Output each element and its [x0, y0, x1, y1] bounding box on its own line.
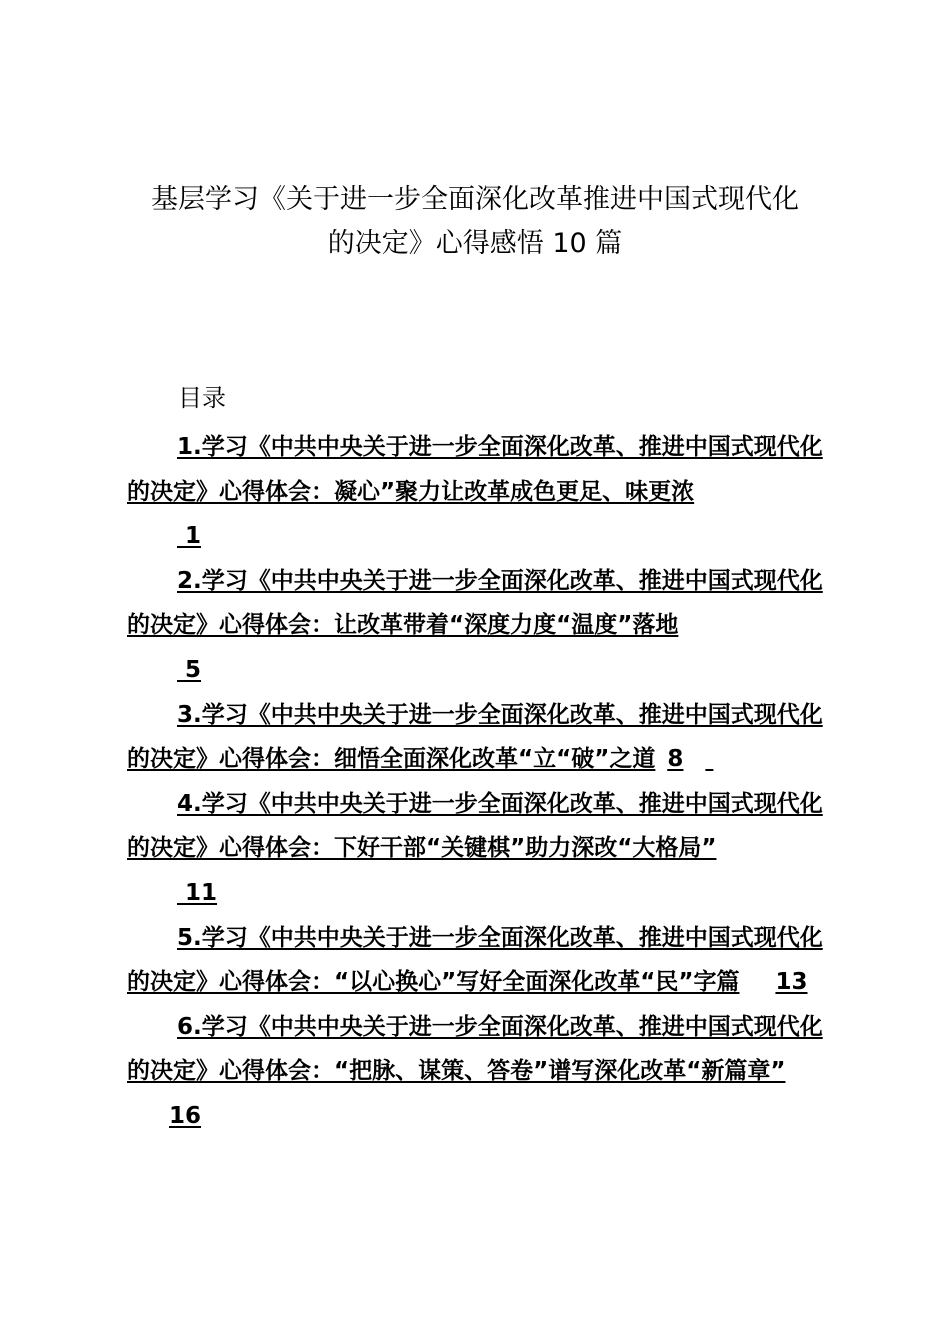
toc-item-5[interactable]: [127, 916, 827, 1005]
toc-entry-text: 2.学习《中共中央关于进一步全面深化改革、推进中国式现代化的决定》心得体会：让改革带着“深度力度“温度”落地: [127, 567, 823, 639]
toc-link-3[interactable]: [127, 693, 827, 782]
toc-item-2[interactable]: [127, 559, 827, 693]
table-of-contents: [127, 425, 827, 1139]
toc-page-number: 13: [775, 969, 808, 996]
toc-page-number: 11: [185, 879, 218, 906]
document-title-line1: 基层学习《关于进一步全面深化改革推进中国式现代化: [151, 184, 799, 215]
document-title: [110, 178, 840, 266]
toc-entry-text: 3.学习《中共中央关于进一步全面深化改革、推进中国式现代化的决定》心得体会：细悟全面深化改革“立“破”之道: [127, 701, 823, 773]
toc-link-1[interactable]: [127, 425, 827, 559]
toc-page-number: 8: [667, 746, 684, 773]
toc-page-number: 1: [185, 523, 202, 550]
toc-entry-text: 4.学习《中共中央关于进一步全面深化改革、推进中国式现代化的决定》心得体会：下好干部“关键棋”助力深改“大格局”: [127, 790, 823, 862]
toc-heading: 目录: [178, 384, 226, 412]
toc-link-6[interactable]: [127, 1005, 827, 1139]
toc-link-5[interactable]: [127, 916, 827, 1005]
toc-entry-text: 1.学习《中共中央关于进一步全面深化改革、推进中国式现代化的决定》心得体会：凝心”聚力让改革成色更足、味更浓: [127, 434, 823, 505]
toc-entry-text: 6.学习《中共中央关于进一步全面深化改革、推进中国式现代化的决定》心得体会：“把脉、谋策、答卷”谱写深化改革“新篇章”: [127, 1013, 823, 1085]
toc-item-6[interactable]: [127, 1005, 827, 1139]
toc-item-4[interactable]: [127, 782, 827, 916]
toc-entry-text: 5.学习《中共中央关于进一步全面深化改革、推进中国式现代化的决定》心得体会：“以心换心”写好全面深化改革“民”字篇: [127, 924, 823, 996]
toc-page-number: 16: [169, 1102, 202, 1129]
toc-link-2[interactable]: [127, 559, 827, 693]
toc-item-3[interactable]: [127, 693, 827, 782]
toc-item-1[interactable]: [127, 425, 827, 559]
toc-page-number: 5: [185, 656, 202, 683]
document-title-line2: 的决定》心得感悟 10 篇: [327, 228, 623, 259]
toc-link-4[interactable]: [127, 782, 827, 916]
